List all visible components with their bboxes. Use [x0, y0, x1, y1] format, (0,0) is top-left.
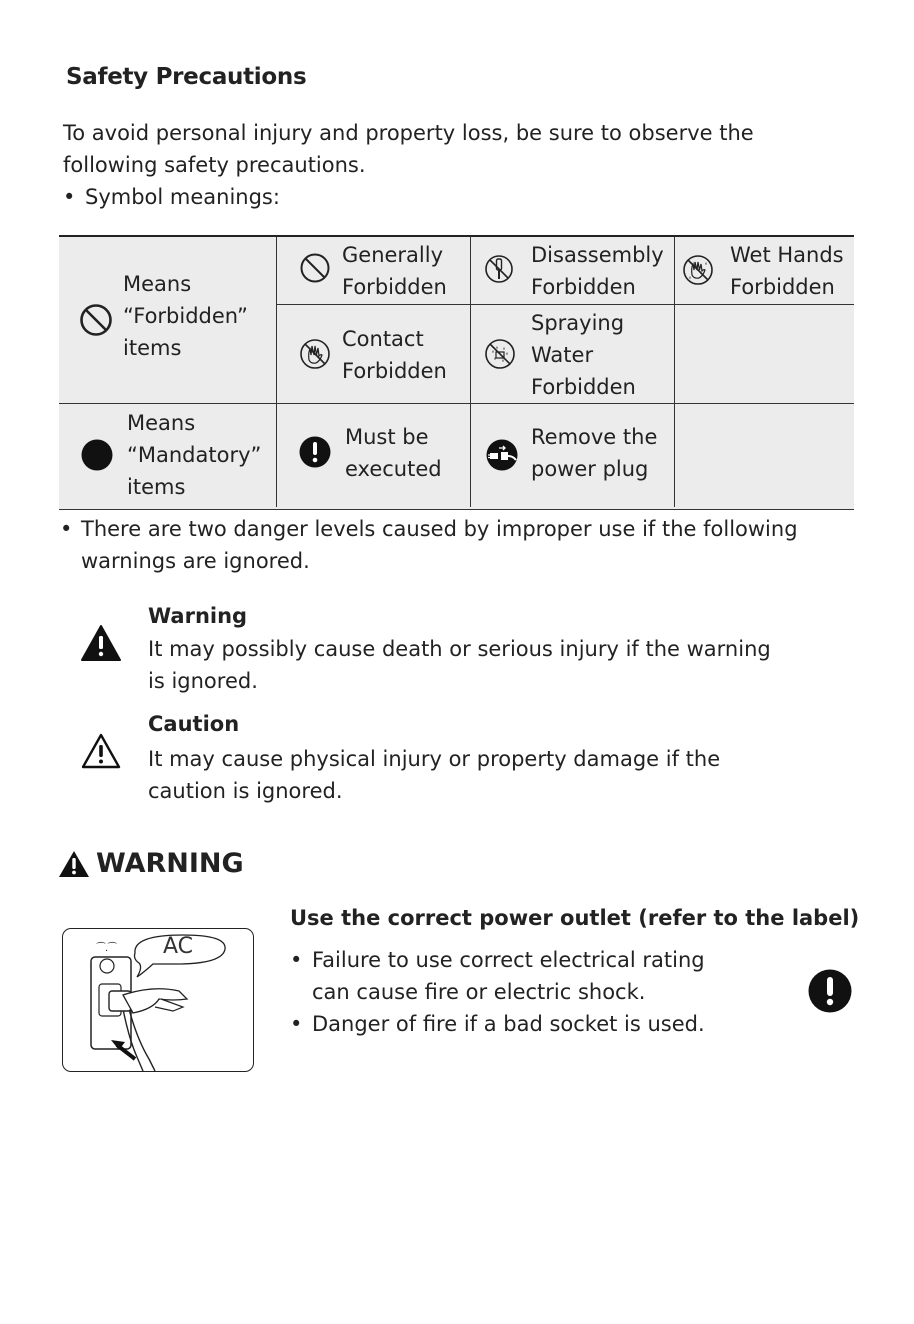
- power-outlet-title: Use the correct power outlet (refer to the label): [290, 906, 860, 930]
- label-line: Water: [531, 343, 594, 367]
- intro-paragraph: [63, 117, 823, 181]
- label-line: Spraying: [531, 311, 625, 335]
- label-line: Wet Hands: [730, 243, 844, 267]
- warning-heading: [58, 848, 244, 879]
- label-line: power plug: [531, 457, 649, 481]
- remove-power-plug-label: [531, 421, 657, 485]
- label-line: Forbidden: [730, 275, 835, 299]
- category-line: items: [123, 336, 182, 360]
- category-line: “Mandatory”: [127, 443, 262, 467]
- caution-level-title: Caution: [148, 712, 240, 736]
- intro-line-1: To avoid personal injury and property loss, be sure to observe the: [63, 121, 754, 145]
- category-line: Means: [123, 272, 192, 296]
- label-line: Forbidden: [342, 359, 447, 383]
- label-line: Forbidden: [531, 375, 636, 399]
- description-line: caution is ignored.: [148, 779, 343, 803]
- description-line: It may cause physical injury or property damage if the: [148, 747, 721, 771]
- symbol-table: [59, 235, 854, 510]
- symbol-meanings-label: Symbol meanings:: [85, 185, 280, 209]
- category-line: “Forbidden”: [123, 304, 248, 328]
- bullet-1-line-2: can cause fire or electric shock.: [312, 980, 646, 1004]
- mandatory-category-label: [127, 407, 261, 503]
- warning-heading-icon: [58, 850, 90, 878]
- bullet-dot: •: [60, 517, 73, 541]
- bullet-2: Danger of fire if a bad socket is used.: [312, 1012, 705, 1036]
- forbidden-category-label: [123, 268, 248, 364]
- generally-forbidden-label: [342, 239, 447, 303]
- wet-hands-forbidden-label: [730, 239, 844, 303]
- label-line: Generally: [342, 243, 444, 267]
- label-line: executed: [345, 457, 442, 481]
- mandatory-exclamation-icon: [808, 969, 852, 1013]
- category-line: Means: [127, 411, 196, 435]
- bullet-dot: •: [290, 948, 303, 972]
- contact-forbidden-label: [342, 323, 447, 387]
- description-line: is ignored.: [148, 669, 258, 693]
- label-line: Forbidden: [531, 275, 636, 299]
- warning-triangle-icon: [80, 624, 122, 662]
- ac-label: AC: [163, 934, 194, 959]
- power-outlet-bullets: [290, 944, 770, 1040]
- bullet-dot: •: [63, 185, 76, 209]
- contact-forbidden-icon: [299, 338, 331, 370]
- outlet-illustration: [62, 928, 254, 1072]
- bullet-1-line-1: Failure to use correct electrical rating: [312, 948, 705, 972]
- label-line: Remove the: [531, 425, 658, 449]
- warning-level-description: [148, 633, 808, 697]
- spraying-water-forbidden-icon: [484, 338, 516, 370]
- forbidden-icon: [79, 303, 113, 337]
- label-line: Forbidden: [342, 275, 447, 299]
- disassembly-forbidden-label: [531, 239, 664, 303]
- label-line: Disassembly: [531, 243, 664, 267]
- page-title: Safety Precautions: [66, 64, 307, 90]
- wet-hands-forbidden-icon: [682, 254, 714, 286]
- svg-text:⁀.⁀: ⁀.⁀: [97, 943, 117, 954]
- disassembly-forbidden-icon: [484, 254, 514, 284]
- label-line: Contact: [342, 327, 424, 351]
- intro-line-2: following safety precautions.: [63, 153, 366, 177]
- mandatory-icon: [81, 439, 113, 471]
- warning-heading-text: WARNING: [96, 848, 244, 879]
- danger-levels-note: [60, 513, 860, 577]
- danger-note-line-2: warnings are ignored.: [81, 549, 310, 573]
- bullet-dot: •: [290, 1012, 303, 1036]
- caution-level-description: [148, 743, 808, 807]
- caution-triangle-icon: [80, 732, 122, 770]
- symbol-meanings-bullet: [63, 181, 463, 213]
- warning-level-title: Warning: [148, 604, 248, 628]
- plug-illustration: [63, 929, 253, 1071]
- must-be-executed-label: [345, 421, 442, 485]
- description-line: It may possibly cause death or serious injury if the warning: [148, 637, 771, 661]
- label-line: Must be: [345, 425, 429, 449]
- generally-forbidden-icon: [299, 252, 331, 284]
- spraying-water-forbidden-label: [531, 307, 636, 403]
- danger-note-line-1: There are two danger levels caused by improper use if the following: [81, 517, 798, 541]
- unplug-icon: [486, 439, 518, 471]
- category-line: items: [127, 475, 186, 499]
- exclamation-icon: [299, 436, 331, 468]
